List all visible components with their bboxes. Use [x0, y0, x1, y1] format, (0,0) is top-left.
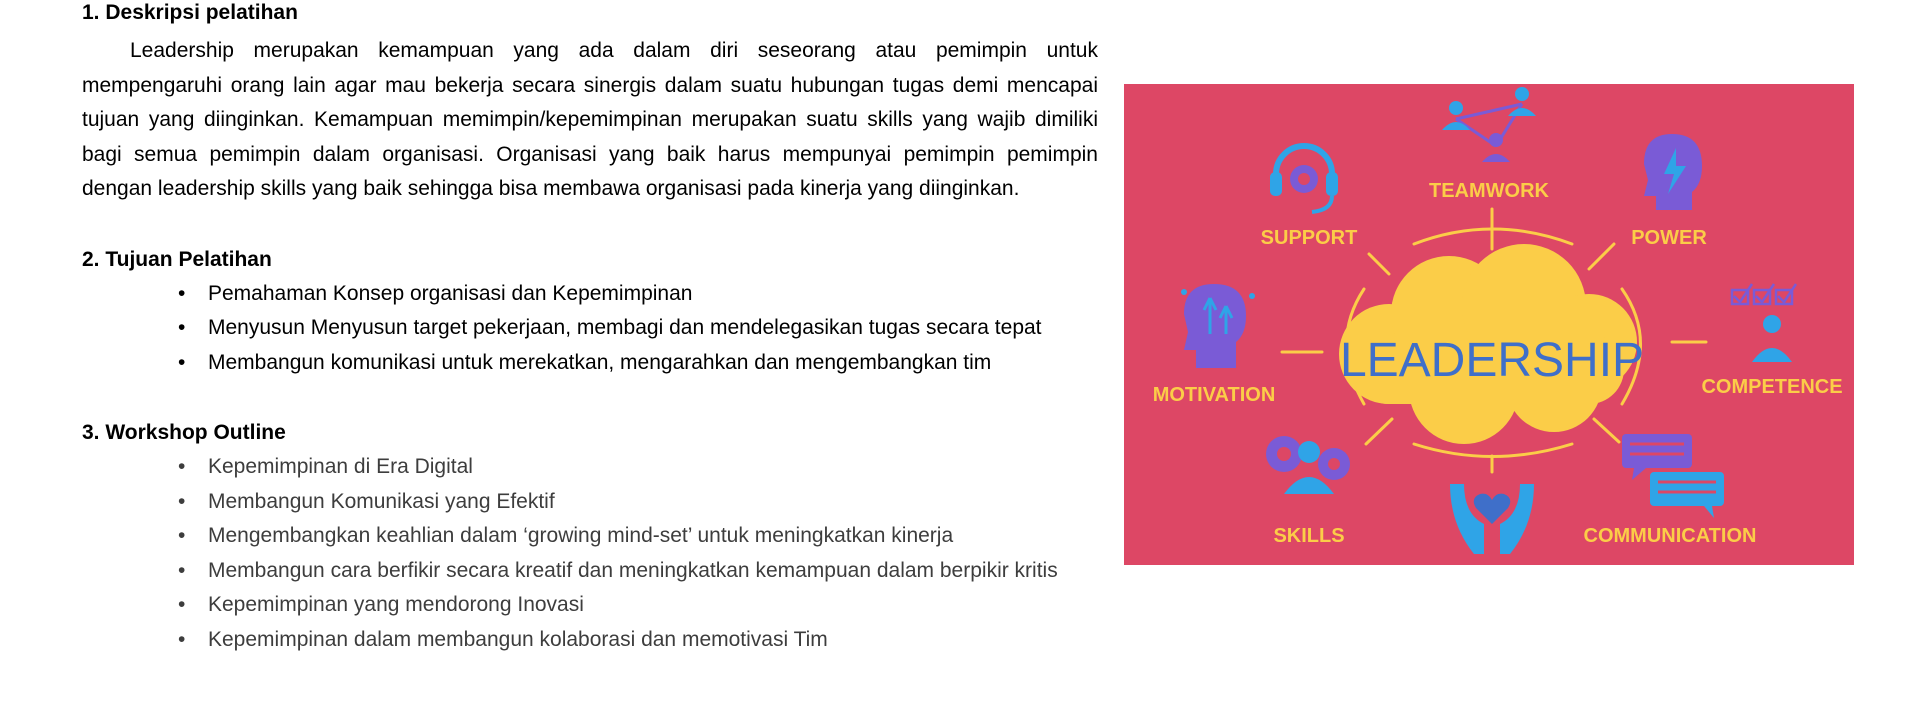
leadership-poster-image — [1124, 84, 1854, 565]
label-support: SUPPORT — [1260, 227, 1358, 249]
label-motivation: MOTIVATION — [1152, 384, 1276, 406]
label-competence: COMPETENCE — [1701, 376, 1843, 398]
bullet-icon: • — [178, 281, 186, 305]
bullet-icon: • — [178, 455, 186, 478]
list-item: • Kepemimpinan dalam membangun kolaborasi dan memotivasi Tim — [82, 623, 1098, 658]
bullet-icon: • — [178, 558, 186, 582]
label-power: POWER — [1631, 227, 1707, 249]
leadership-title: LEADERSHIP — [1339, 334, 1645, 387]
list-item: • Kepemimpinan yang mendorong Inovasi — [82, 588, 1098, 623]
list-item: • Pemahaman Konsep organisasi dan Kepemimpinan — [82, 277, 1098, 312]
list-item: • Menyusun Menyusun target pekerjaan, membagi dan mendelegasikan tugas secara tepat — [82, 311, 1098, 346]
bullet-icon: • — [178, 593, 186, 616]
section-heading-objectives: 2. Tujuan Pelatihan — [82, 247, 272, 271]
list-item: • Membangun cara berfikir secara kreatif dan meningkatkan kemampuan dalam berpikir kritis — [82, 554, 1098, 589]
section-heading-description: 1. Deskripsi pelatihan — [82, 1, 298, 24]
bullet-icon: • — [178, 489, 186, 513]
document-text — [82, 0, 1098, 657]
bullet-icon: • — [178, 350, 186, 374]
list-item: • Mengembangkan keahlian dalam ‘growing mind-set’ untuk meningkatkan kinerja — [82, 519, 1098, 554]
list-item: • Membangun komunikasi untuk merekatkan, mengarahkan dan mengembangkan tim — [82, 346, 1098, 381]
list-item: • Kepemimpinan di Era Digital — [82, 450, 1098, 485]
bullet-icon: • — [178, 524, 186, 547]
list-item: • Membangun Komunikasi yang Efektif — [82, 485, 1098, 520]
label-communication: COMMUNICATION — [1583, 525, 1757, 547]
section-heading-outline: 3. Workshop Outline — [82, 421, 286, 444]
description-paragraph: Leadership merupakan kemampuan yang ada dalam diri seseorang atau pemimpin untuk mempengaruhi orang lain agar mau bekerja secara sinergis dalam suatu hubungan tugas demi mencapai tujuan yang diinginkan. Kemampuan memimpin/kepemimpinan merupakan suatu skills yang wajib dimiliki bagi semua pemimpin dalam organisasi. Organisasi yang baik harus mempunyai pemimpin pemimpin dengan leadership skills yang baik sehingga bisa membawa organisasi pada kinerja yang diinginkan. — [82, 39, 1098, 200]
label-skills: SKILLS — [1273, 525, 1345, 547]
outline-list — [82, 450, 1098, 657]
bullet-icon: • — [178, 316, 186, 339]
bullet-icon: • — [178, 627, 186, 651]
label-teamwork: TEAMWORK — [1429, 180, 1549, 202]
objectives-list — [82, 277, 1098, 381]
